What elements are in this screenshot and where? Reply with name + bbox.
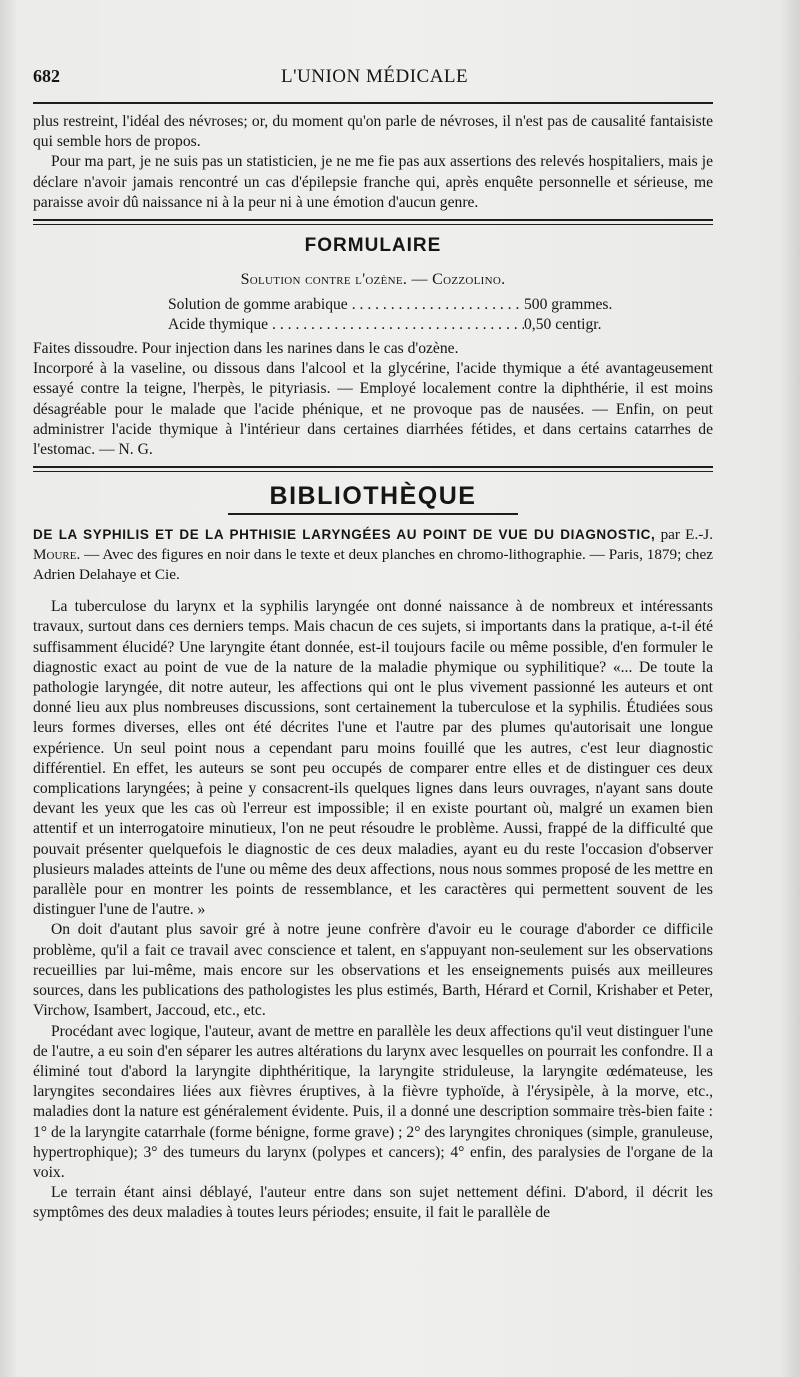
review-paragraph-1: La tuberculose du larynx et la syphilis laryngée ont donné naissance à de nombreux et intéressants travaux, surtout dans ces derniers temps. Mais chacun de ces sujets, si importants dans la pratique, a-t-il été suffisamment élucidé? Une laryngite étant donnée, est-il toujours facile ou même possible, d'en formuler le diagnostic exact au point de vue de la nature de la maladie phymique ou syphilitique? «... De toute la pathologie laryngée, dit notre auteur, les affections qui ont le plus vivement passionné les auteurs et ont donné lieu aux plus nombreuses discussions, sont certainement la tuberculose et la syphilis. Étudiées sous leurs formes diverses, elles ont été décrites l'une et l'autre par des plumes qu'autorisait une longue expérience. Un seul point nous a cependant paru moins fouillé que les autres, c'est leur diagnostic différentiel. En effet, les auteurs se sont peu occupés de comparer entre elles et de distinguer ces deux complications laryngées; à peine y consacrent-ils quelques lignes dans leurs ouvrages, n'ayant sans doute devant les yeux que les cas où l'erreur est impossible; il en existe pourtant où, malgré un examen bien attentif et un interrogatoire minutieux, l'on ne peut résoudre le problème. Aussi, frappé de la difficulté que pouvait présenter quelquefois le diagnostic de ces deux maladies, ayant eu du reste l'occasion d'observer plusieurs malades atteints de l'une ou même des deux affections, nous nous sommes proposé de les mettre en parallèle pour en montrer les points de ressemblance, et les caractères qui permettent souvent de les distinguer l'une de l'autre. »	[33, 598, 713, 919]
ingredient-quantity: 0,50 centigr.	[524, 316, 602, 334]
leader-dots	[268, 315, 524, 335]
book-by: par	[660, 526, 680, 544]
section-divider	[33, 466, 713, 472]
ingredient-row	[168, 315, 628, 335]
formulaire-paragraph: Incorporé à la vaseline, ou dissous dans l'alcool et la glycérine, l'acide thymique a été avantageusement essayé contre la teigne, l'herpès, le pityriasis. — Employé localement contre la diphthérie, il est moins désagréable pour le malade que l'acide phénique, et ne provoque pas de nausées. — Enfin, on peut administrer l'acide thymique à l'intérieur dans certaines diarrhées fétides, et dans certains catarrhes de l'estomac. — N. G.	[33, 360, 713, 459]
book-reference	[33, 525, 713, 585]
journal-title: L'UNION MÉDICALE	[281, 66, 469, 87]
ingredient-row	[168, 295, 628, 315]
ingredient-name: Solution de gomme arabique	[168, 296, 348, 314]
review-paragraph-2: On doit d'autant plus savoir gré à notre jeune confrère d'avoir eu le courage d'aborder ce difficile problème, qu'il a fait ce travail avec conscience et talent, en s'appuyant non-seulement sur les observations recueillies par lui-même, mais encore sur les observations et les enseignements puisés aux meilleures sources, dans les publications des pathologistes les plus estimés, Barth, Hérard et Cornil, Krishaber et Peter, Virchow, Isambert, Jaccoud, etc., etc.	[33, 921, 713, 1020]
intro-paragraph-1: plus restreint, l'idéal des névroses; or, du moment qu'on parle de névroses, il n'est pas de causalité fantaisiste qui semble hors de propos.	[33, 113, 713, 151]
header-rule	[33, 102, 713, 104]
ingredient-quantity: 500 grammes.	[524, 296, 613, 314]
page-content	[33, 66, 713, 1224]
section-divider	[33, 219, 713, 225]
heading-underline	[228, 513, 518, 515]
running-head	[33, 66, 713, 102]
book-author: E.-J. Moure.	[33, 526, 714, 564]
formulaire-heading: FORMULAIRE	[304, 235, 442, 257]
review-paragraph-3: Procédant avec logique, l'auteur, avant de mettre en parallèle les deux affections qu'il veut distinguer l'une de l'autre, a eu soin d'en séparer les autres altérations du larynx avec lesquelles on pourrait les confondre. Il a éliminé tout d'abord la laryngite diphthéritique, la laryngite striduleuse, la laryngite œdémateuse, les laryngites secondaires liées aux fièvres éruptives, à la fièvre typhoïde, à l'érysipèle, à la morve, etc., maladies dont la nature est généralement évidente. Puis, il a donné une description sommaire très-bien faite : 1° de la laryngite catarrhale (forme bénigne, forme grave) ; 2° des laryngites chroniques (simple, granuleuse, hypertrophique); 3° des tumeurs du larynx (polypes et cancers); 4° enfin, des paralysies de l'organe de la voix.	[33, 1022, 713, 1181]
book-title: DE LA SYPHILIS ET DE LA PHTHISIE LARYNGÉES AU POINT DE VUE DU DIAGNOSTIC,	[33, 527, 656, 543]
formulaire-instructions: Faites dissoudre. Pour injection dans les narines dans le cas d'ozène.	[33, 340, 459, 358]
page-number: 682	[33, 66, 60, 86]
leader-dots	[348, 295, 524, 315]
book-publication: — Avec des figures en noir dans le texte et deux planches en chromo-lithographie. — Paris, 1879; chez Adrien Delahaye et Cie.	[33, 546, 714, 584]
review-paragraph-4: Le terrain étant ainsi déblayé, l'auteur entre dans son sujet nettement défini. D'abord, il décrit les symptômes des deux maladies à toutes leurs périodes; ensuite, il fait le parallèle de	[33, 1184, 713, 1222]
intro-paragraph-2: Pour ma part, je ne suis pas un statisticien, je ne me fie pas aux assertions des relevés hospitaliers, mais je déclare n'avoir jamais rencontré un cas d'épilepsie franche qui, après enquête personnelle et sérieuse, me paraisse avoir dû naissance ni à la peur ni à une émotion d'aucun genre.	[33, 153, 713, 211]
ingredient-name: Acide thymique	[168, 316, 269, 334]
bibliotheque-heading: BIBLIOTHÈQUE	[269, 482, 477, 511]
recipe-title: Solution contre l'ozène. — Cozzolino.	[240, 271, 506, 289]
